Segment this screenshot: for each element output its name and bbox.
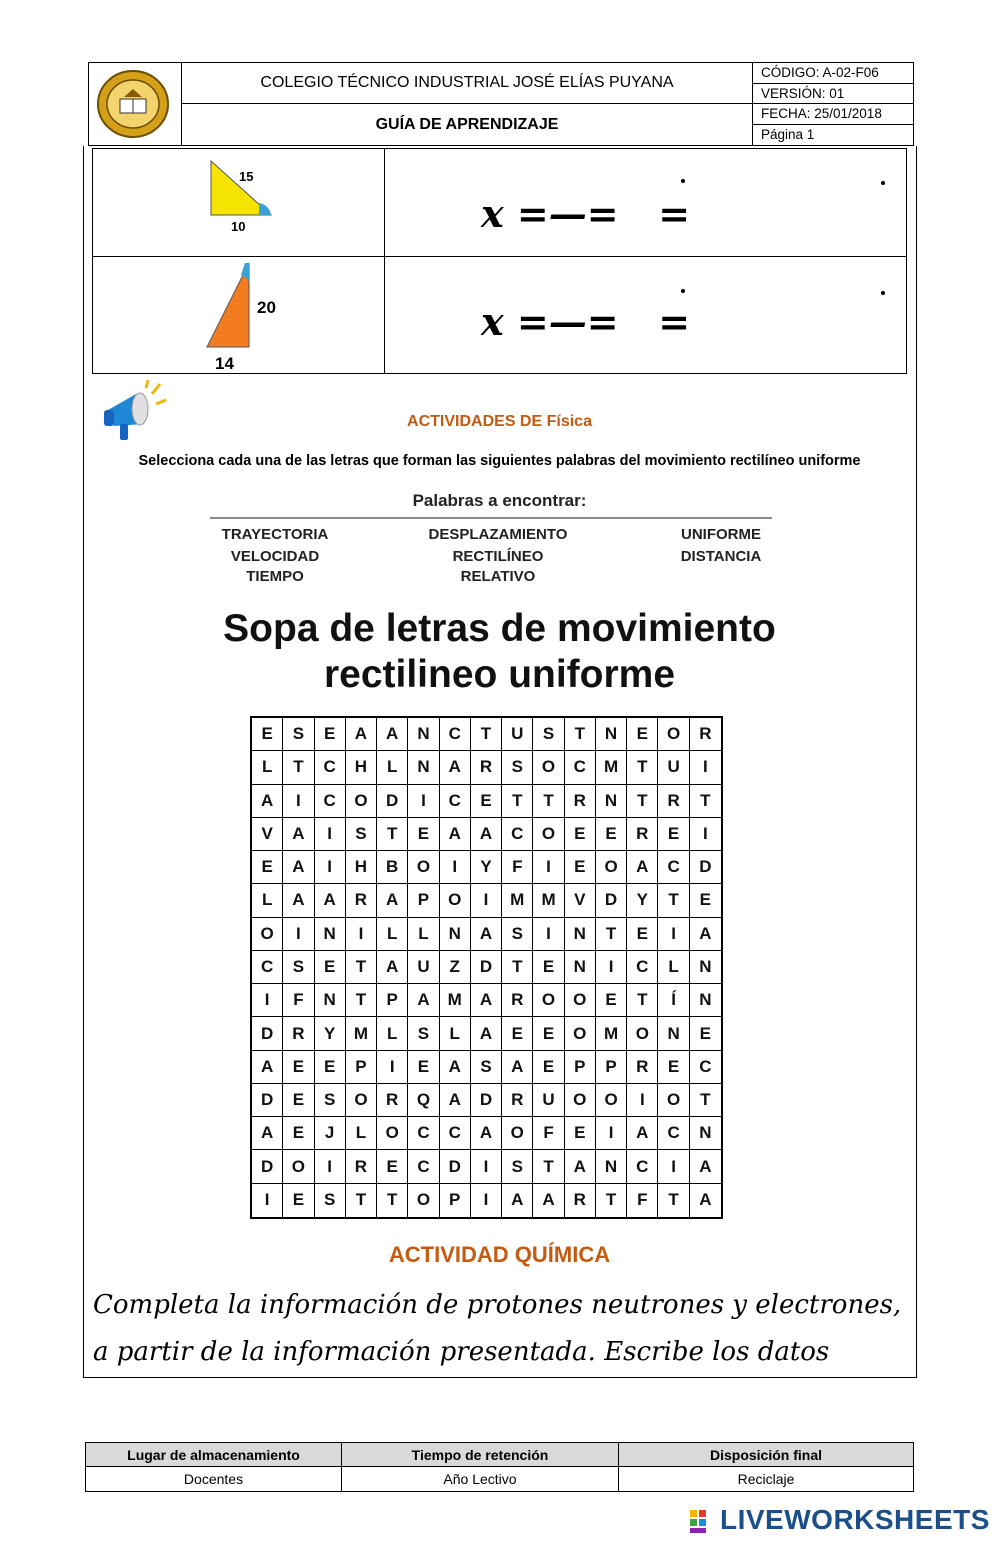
grid-letter[interactable]: A <box>502 1184 533 1217</box>
grid-letter[interactable]: T <box>596 1184 627 1217</box>
grid-letter[interactable]: C <box>627 951 658 984</box>
grid-letter[interactable]: U <box>502 718 533 751</box>
grid-letter[interactable]: T <box>627 785 658 818</box>
chemistry-instruction-line: a partir de la información presentada. Escribe los datos <box>93 1337 830 1367</box>
grid-letter[interactable]: O <box>408 1184 439 1217</box>
grid-letter[interactable]: Y <box>471 851 502 884</box>
grid-letter[interactable]: I <box>252 984 283 1017</box>
grid-letter[interactable]: C <box>690 1051 721 1084</box>
puzzle-title-line: Sopa de letras de movimiento <box>223 607 776 650</box>
logo-cell <box>89 63 182 145</box>
grid-letter[interactable]: C <box>502 818 533 851</box>
grid-letter[interactable]: E <box>533 1017 564 1050</box>
grid-letter[interactable]: C <box>440 785 471 818</box>
grid-letter[interactable]: C <box>658 851 689 884</box>
grid-letter[interactable]: O <box>596 1084 627 1117</box>
grid-letter[interactable]: E <box>627 918 658 951</box>
grid-letter[interactable]: O <box>502 1117 533 1150</box>
grid-letter[interactable]: S <box>408 1017 439 1050</box>
grid-letter[interactable]: S <box>502 918 533 951</box>
grid-letter[interactable]: I <box>377 1051 408 1084</box>
grid-letter[interactable]: M <box>440 984 471 1017</box>
megaphone-icon <box>102 380 168 444</box>
grid-letter[interactable]: T <box>690 1084 721 1117</box>
grid-letter[interactable]: D <box>252 1150 283 1183</box>
side-a-label: 20 <box>257 298 276 317</box>
triangle-figure-cell <box>93 257 385 373</box>
answer-dot <box>881 291 885 295</box>
grid-letter[interactable]: L <box>440 1017 471 1050</box>
grid-letter[interactable]: A <box>283 851 314 884</box>
grid-letter[interactable]: I <box>315 851 346 884</box>
grid-letter[interactable]: R <box>346 1150 377 1183</box>
grid-letter[interactable]: O <box>252 918 283 951</box>
answer-dot <box>681 179 685 183</box>
grid-letter[interactable]: O <box>565 1084 596 1117</box>
grid-letter[interactable]: N <box>690 1117 721 1150</box>
yellow-triangle-icon <box>203 155 283 235</box>
grid-letter[interactable]: E <box>565 851 596 884</box>
grid-letter[interactable]: I <box>471 1184 502 1217</box>
grid-letter[interactable]: D <box>440 1150 471 1183</box>
equation-cell <box>385 257 906 373</box>
grid-letter[interactable]: T <box>346 1184 377 1217</box>
grid-letter[interactable]: N <box>408 751 439 784</box>
grid-letter[interactable]: A <box>440 1084 471 1117</box>
triangle-table <box>92 148 907 374</box>
liveworksheets-logo[interactable] <box>690 1504 990 1538</box>
grid-letter[interactable]: T <box>377 818 408 851</box>
grid-letter[interactable]: M <box>596 1017 627 1050</box>
grid-letter[interactable]: O <box>658 718 689 751</box>
grid-letter[interactable]: A <box>690 1150 721 1183</box>
grid-letter[interactable]: E <box>377 1150 408 1183</box>
grid-letter[interactable]: L <box>377 918 408 951</box>
grid-letter[interactable]: Z <box>440 951 471 984</box>
answer-dot <box>881 181 885 185</box>
grid-letter[interactable]: C <box>658 1117 689 1150</box>
grid-letter[interactable]: Y <box>627 884 658 917</box>
grid-letter[interactable]: R <box>502 1084 533 1117</box>
grid-letter[interactable]: N <box>565 918 596 951</box>
grid-letter[interactable]: D <box>471 951 502 984</box>
brand-name: LIVEWORKSHEETS <box>720 1504 990 1535</box>
grid-letter[interactable]: N <box>315 984 346 1017</box>
table-cell: Reciclaje <box>737 1471 795 1487</box>
grid-letter[interactable]: D <box>471 1084 502 1117</box>
grid-letter[interactable]: M <box>533 884 564 917</box>
grid-letter[interactable]: A <box>471 918 502 951</box>
grid-letter[interactable]: Е <box>658 818 689 851</box>
grid-letter[interactable]: T <box>596 918 627 951</box>
grid-letter[interactable]: C <box>315 785 346 818</box>
grid-letter[interactable]: I <box>252 1184 283 1217</box>
grid-letter[interactable]: R <box>471 751 502 784</box>
grid-letter[interactable]: H <box>346 851 377 884</box>
ratio-equation: 𝒙 =—= = <box>481 299 691 344</box>
grid-letter[interactable]: L <box>252 751 283 784</box>
grid-letter[interactable]: E <box>502 1017 533 1050</box>
column-header: Tiempo de retención <box>342 1443 619 1466</box>
grid-letter[interactable]: A <box>471 1017 502 1050</box>
grid-letter[interactable]: N <box>440 918 471 951</box>
grid-letter[interactable]: E <box>596 984 627 1017</box>
grid-letter[interactable]: E <box>690 1017 721 1050</box>
grid-letter[interactable]: A <box>315 884 346 917</box>
grid-letter[interactable]: N <box>596 1150 627 1183</box>
grid-letter[interactable]: E <box>283 1184 314 1217</box>
grid-letter[interactable]: S <box>315 1084 346 1117</box>
grid-letter[interactable]: A <box>627 851 658 884</box>
grid-letter[interactable]: N <box>408 718 439 751</box>
grid-letter[interactable]: O <box>627 1017 658 1050</box>
puzzle-title <box>0 606 999 698</box>
grid-letter[interactable]: S <box>502 751 533 784</box>
grid-letter[interactable]: A <box>502 1051 533 1084</box>
word-item: RELATIVO <box>460 568 536 585</box>
grid-letter[interactable]: P <box>346 1051 377 1084</box>
grid-letter[interactable]: I <box>596 951 627 984</box>
grid-letter[interactable]: C <box>565 751 596 784</box>
column-header: Lugar de almacenamiento <box>86 1443 342 1466</box>
grid-letter[interactable]: A <box>440 751 471 784</box>
grid-letter[interactable]: T <box>502 951 533 984</box>
grid-letter[interactable]: E <box>315 1051 346 1084</box>
word-search-grid <box>250 716 723 1219</box>
chemistry-instruction-line: Completa la información de protones neutrones y electrones, <box>93 1290 902 1320</box>
grid-letter[interactable]: A <box>252 1051 283 1084</box>
grid-letter[interactable]: B <box>377 851 408 884</box>
grid-letter[interactable]: A <box>252 785 283 818</box>
grid-letter[interactable]: T <box>627 751 658 784</box>
grid-letter[interactable]: A <box>346 718 377 751</box>
grid-letter[interactable]: T <box>283 751 314 784</box>
ratio-equation: 𝒙 =—= = <box>481 191 691 236</box>
grid-letter[interactable]: A <box>471 1117 502 1150</box>
grid-letter[interactable]: I <box>533 851 564 884</box>
grid-letter[interactable]: E <box>315 951 346 984</box>
grid-letter[interactable]: S <box>283 951 314 984</box>
grid-letter[interactable]: U <box>658 751 689 784</box>
grid-letter[interactable]: R <box>377 1084 408 1117</box>
grid-letter[interactable]: C <box>440 1117 471 1150</box>
grid-letter[interactable]: A <box>699 1190 712 1210</box>
grid-letter[interactable]: E <box>408 1051 439 1084</box>
grid-letter[interactable]: S <box>283 718 314 751</box>
grid-letter[interactable]: T <box>533 785 564 818</box>
grid-letter[interactable]: V <box>565 884 596 917</box>
grid-letter[interactable]: R <box>283 1017 314 1050</box>
chemistry-title: ACTIVIDAD QUÍMICA <box>388 1242 611 1267</box>
grid-letter[interactable]: A <box>440 1051 471 1084</box>
orange-triangle-icon <box>201 259 301 373</box>
grid-letter[interactable]: A <box>377 884 408 917</box>
column-header: Disposición final <box>709 1446 822 1463</box>
grid-letter[interactable]: O <box>533 751 564 784</box>
table-row <box>86 1467 913 1491</box>
grid-letter[interactable]: C <box>252 951 283 984</box>
word-item: DESPLAZAMIENTO <box>428 526 568 543</box>
grid-letter[interactable]: C <box>315 751 346 784</box>
grid-letter[interactable]: D <box>377 785 408 818</box>
school-seal-icon <box>96 69 170 139</box>
answer-dot <box>681 289 685 293</box>
grid-letter[interactable]: C <box>408 1117 439 1150</box>
grid-letter[interactable]: Q <box>408 1084 439 1117</box>
equation-cell <box>385 149 906 256</box>
grid-letter[interactable]: T <box>658 1184 689 1217</box>
grid-letter[interactable]: M <box>596 751 627 784</box>
grid-letter[interactable]: D <box>252 1084 283 1117</box>
grid-letter[interactable]: S <box>315 1184 346 1217</box>
storage-table <box>85 1442 914 1492</box>
grid-letter[interactable]: I <box>533 918 564 951</box>
answer-input-1[interactable] <box>695 189 735 219</box>
grid-letter[interactable]: O <box>533 984 564 1017</box>
grid-letter[interactable]: S <box>346 818 377 851</box>
grid-letter[interactable]: T <box>627 984 658 1017</box>
grid-letter[interactable]: R <box>658 785 689 818</box>
grid-letter[interactable]: O <box>440 884 471 917</box>
grid-letter[interactable]: T <box>346 984 377 1017</box>
grid-letter[interactable]: A <box>627 1117 658 1150</box>
grid-letter[interactable]: F <box>502 851 533 884</box>
grid-letter[interactable]: L <box>658 951 689 984</box>
grid-letter[interactable]: I <box>596 1117 627 1150</box>
word-item: TRAYECTORIA <box>221 526 329 543</box>
grid-letter[interactable]: D <box>252 1017 283 1050</box>
grid-letter[interactable]: R <box>627 1051 658 1084</box>
word-item: DISTANCIA <box>680 548 762 565</box>
word-item: TIEMPO <box>246 568 304 585</box>
grid-letter[interactable]: O <box>565 1017 596 1050</box>
grid-letter[interactable]: V <box>252 818 283 851</box>
grid-letter[interactable]: O <box>565 984 596 1017</box>
grid-letter[interactable]: I <box>315 818 346 851</box>
grid-letter[interactable]: O <box>283 1150 314 1183</box>
doc-page: Página 1 <box>761 126 815 142</box>
grid-letter[interactable]: L <box>377 751 408 784</box>
grid-letter[interactable]: P <box>377 984 408 1017</box>
physics-instruction: Selecciona cada una de las letras que forman las siguientes palabras del movimiento rectilíneo uniforme <box>138 453 861 469</box>
triangle-row <box>93 257 906 373</box>
doc-date: FECHA: 25/01/2018 <box>753 104 913 125</box>
grid-letter[interactable]: T <box>346 951 377 984</box>
grid-letter[interactable]: Y <box>315 1017 346 1050</box>
words-title: Palabras a encontrar: <box>412 491 587 510</box>
word-item: RECTILÍNEO <box>452 548 544 565</box>
grid-letter[interactable]: H <box>346 751 377 784</box>
grid-letter[interactable]: E <box>283 1117 314 1150</box>
grid-letter[interactable]: S <box>533 718 564 751</box>
grid-letter[interactable]: I <box>408 785 439 818</box>
grid-letter[interactable]: E <box>315 718 346 751</box>
liveworksheets-icon <box>690 1510 716 1534</box>
grid-letter[interactable]: O <box>596 851 627 884</box>
grid-letter[interactable]: A <box>565 1150 596 1183</box>
grid-letter[interactable]: U <box>533 1084 564 1117</box>
grid-letter[interactable]: N <box>596 718 627 751</box>
grid-letter[interactable]: I <box>658 918 689 951</box>
grid-letter[interactable]: L <box>377 1017 408 1050</box>
table-cell: Año Lectivo <box>342 1467 619 1491</box>
grid-letter[interactable]: O <box>408 851 439 884</box>
grid-letter[interactable]: O <box>346 785 377 818</box>
grid-letter[interactable]: R <box>502 984 533 1017</box>
grid-letter[interactable]: E <box>408 818 439 851</box>
grid-letter[interactable]: A <box>377 951 408 984</box>
grid-letter[interactable]: O <box>658 1084 689 1117</box>
grid-letter[interactable]: F <box>533 1117 564 1150</box>
grid-letter[interactable]: I <box>440 851 471 884</box>
puzzle-title-line: rectilineo uniforme <box>323 653 676 696</box>
grid-letter[interactable]: C <box>627 1150 658 1183</box>
grid-letter[interactable]: A <box>471 818 502 851</box>
grid-letter[interactable]: O <box>377 1117 408 1150</box>
grid-letter[interactable]: D <box>596 884 627 917</box>
grid-letter[interactable]: A <box>377 718 408 751</box>
document-meta <box>752 63 913 145</box>
physics-title: ACTIVIDADES DE Física <box>407 413 592 430</box>
grid-letter[interactable]: P <box>440 1184 471 1217</box>
grid-letter[interactable]: A <box>252 1117 283 1150</box>
grid-letter[interactable]: T <box>533 1150 564 1183</box>
grid-letter[interactable]: E <box>252 718 283 751</box>
grid-letter[interactable]: A <box>440 818 471 851</box>
grid-letter[interactable]: N <box>690 951 721 984</box>
grid-letter[interactable]: I <box>471 1150 502 1183</box>
triangle-figure-cell <box>93 149 385 256</box>
grid-letter[interactable]: I <box>283 918 314 951</box>
grid-letter[interactable]: P <box>565 1051 596 1084</box>
grid-letter[interactable]: Í <box>658 984 689 1017</box>
grid-letter[interactable]: C <box>440 718 471 751</box>
grid-letter[interactable]: E <box>533 951 564 984</box>
grid-letter[interactable]: P <box>408 884 439 917</box>
grid-letter[interactable]: N <box>658 1017 689 1050</box>
grid-letter[interactable]: E <box>471 785 502 818</box>
school-name: COLEGIO TÉCNICO INDUSTRIAL JOSÉ ELÍAS PUYANA <box>182 63 752 104</box>
grid-letter[interactable]: O <box>346 1084 377 1117</box>
grid-letter[interactable]: O <box>533 818 564 851</box>
grid-letter[interactable]: I <box>627 1084 658 1117</box>
grid-letter[interactable]: T <box>565 718 596 751</box>
grid-letter[interactable]: A <box>283 884 314 917</box>
side-b-label: 14 <box>215 354 234 373</box>
grid-letter[interactable]: N <box>690 984 721 1017</box>
grid-letter[interactable]: A <box>471 984 502 1017</box>
grid-letter[interactable]: U <box>408 951 439 984</box>
grid-letter[interactable]: I <box>690 818 721 851</box>
grid-letter[interactable]: M <box>502 884 533 917</box>
grid-letter[interactable]: A <box>533 1184 564 1217</box>
table-header-row <box>86 1443 913 1467</box>
side-b-label: 10 <box>231 219 246 234</box>
grid-letter[interactable]: E <box>283 1084 314 1117</box>
grid-letter[interactable]: S <box>471 1051 502 1084</box>
triangle-row <box>93 149 906 257</box>
grid-letter[interactable]: T <box>377 1184 408 1217</box>
grid-letter[interactable]: E <box>533 1051 564 1084</box>
grid-letter[interactable]: C <box>408 1150 439 1183</box>
grid-letter[interactable]: F <box>283 984 314 1017</box>
grid-letter[interactable]: I <box>315 1150 346 1183</box>
grid-letter[interactable]: M <box>346 1017 377 1050</box>
grid-letter[interactable]: I <box>346 918 377 951</box>
grid-letter[interactable]: L <box>346 1117 377 1150</box>
grid-letter[interactable]: E <box>658 1051 689 1084</box>
grid-letter[interactable]: N <box>596 785 627 818</box>
word-item: UNIFORME <box>681 526 761 543</box>
grid-letter[interactable]: E <box>565 1117 596 1150</box>
grid-letter[interactable]: P <box>596 1051 627 1084</box>
grid-letter[interactable]: E <box>252 851 283 884</box>
grid-letter[interactable]: A <box>690 918 721 951</box>
doc-code: CÓDIGO: A-02-F06 <box>753 63 913 84</box>
grid-letter[interactable]: N <box>565 951 596 984</box>
grid-letter[interactable]: E <box>596 818 627 851</box>
grid-letter[interactable]: D <box>690 851 721 884</box>
grid-letter[interactable]: I <box>471 884 502 917</box>
grid-letter[interactable]: T <box>658 884 689 917</box>
grid-letter[interactable]: T <box>471 718 502 751</box>
grid-letter[interactable]: A <box>408 984 439 1017</box>
grid-letter[interactable]: R <box>565 785 596 818</box>
grid-letter[interactable]: E <box>627 718 658 751</box>
grid-letter[interactable]: T <box>502 785 533 818</box>
grid-letter[interactable]: J <box>315 1117 346 1150</box>
grid-letter[interactable]: R <box>565 1184 596 1217</box>
grid-letter[interactable]: A <box>283 818 314 851</box>
grid-letter[interactable]: R <box>690 718 721 751</box>
grid-letter[interactable]: N <box>315 918 346 951</box>
grid-letter[interactable]: R <box>346 884 377 917</box>
grid-letter[interactable]: I <box>283 785 314 818</box>
table-cell: Docentes <box>86 1467 342 1491</box>
grid-letter[interactable]: L <box>252 884 283 917</box>
grid-letter[interactable]: F <box>627 1184 658 1217</box>
grid-letter[interactable]: E <box>690 884 721 917</box>
grid-letter[interactable]: T <box>690 785 721 818</box>
doc-version: VERSIÓN: 01 <box>753 84 913 105</box>
grid-letter[interactable]: L <box>408 918 439 951</box>
grid-letter[interactable]: E <box>283 1051 314 1084</box>
grid-letter[interactable]: S <box>502 1150 533 1183</box>
side-a-label: 15 <box>239 169 254 184</box>
grid-letter[interactable]: E <box>565 818 596 851</box>
grid-letter[interactable]: I <box>690 751 721 784</box>
divider <box>210 517 772 519</box>
guide-title: GUÍA DE APRENDIZAJE <box>375 115 559 133</box>
word-item: VELOCIDAD <box>230 548 320 565</box>
document-header <box>88 62 914 146</box>
grid-letter[interactable]: R <box>627 818 658 851</box>
grid-letter[interactable]: I <box>658 1150 689 1183</box>
